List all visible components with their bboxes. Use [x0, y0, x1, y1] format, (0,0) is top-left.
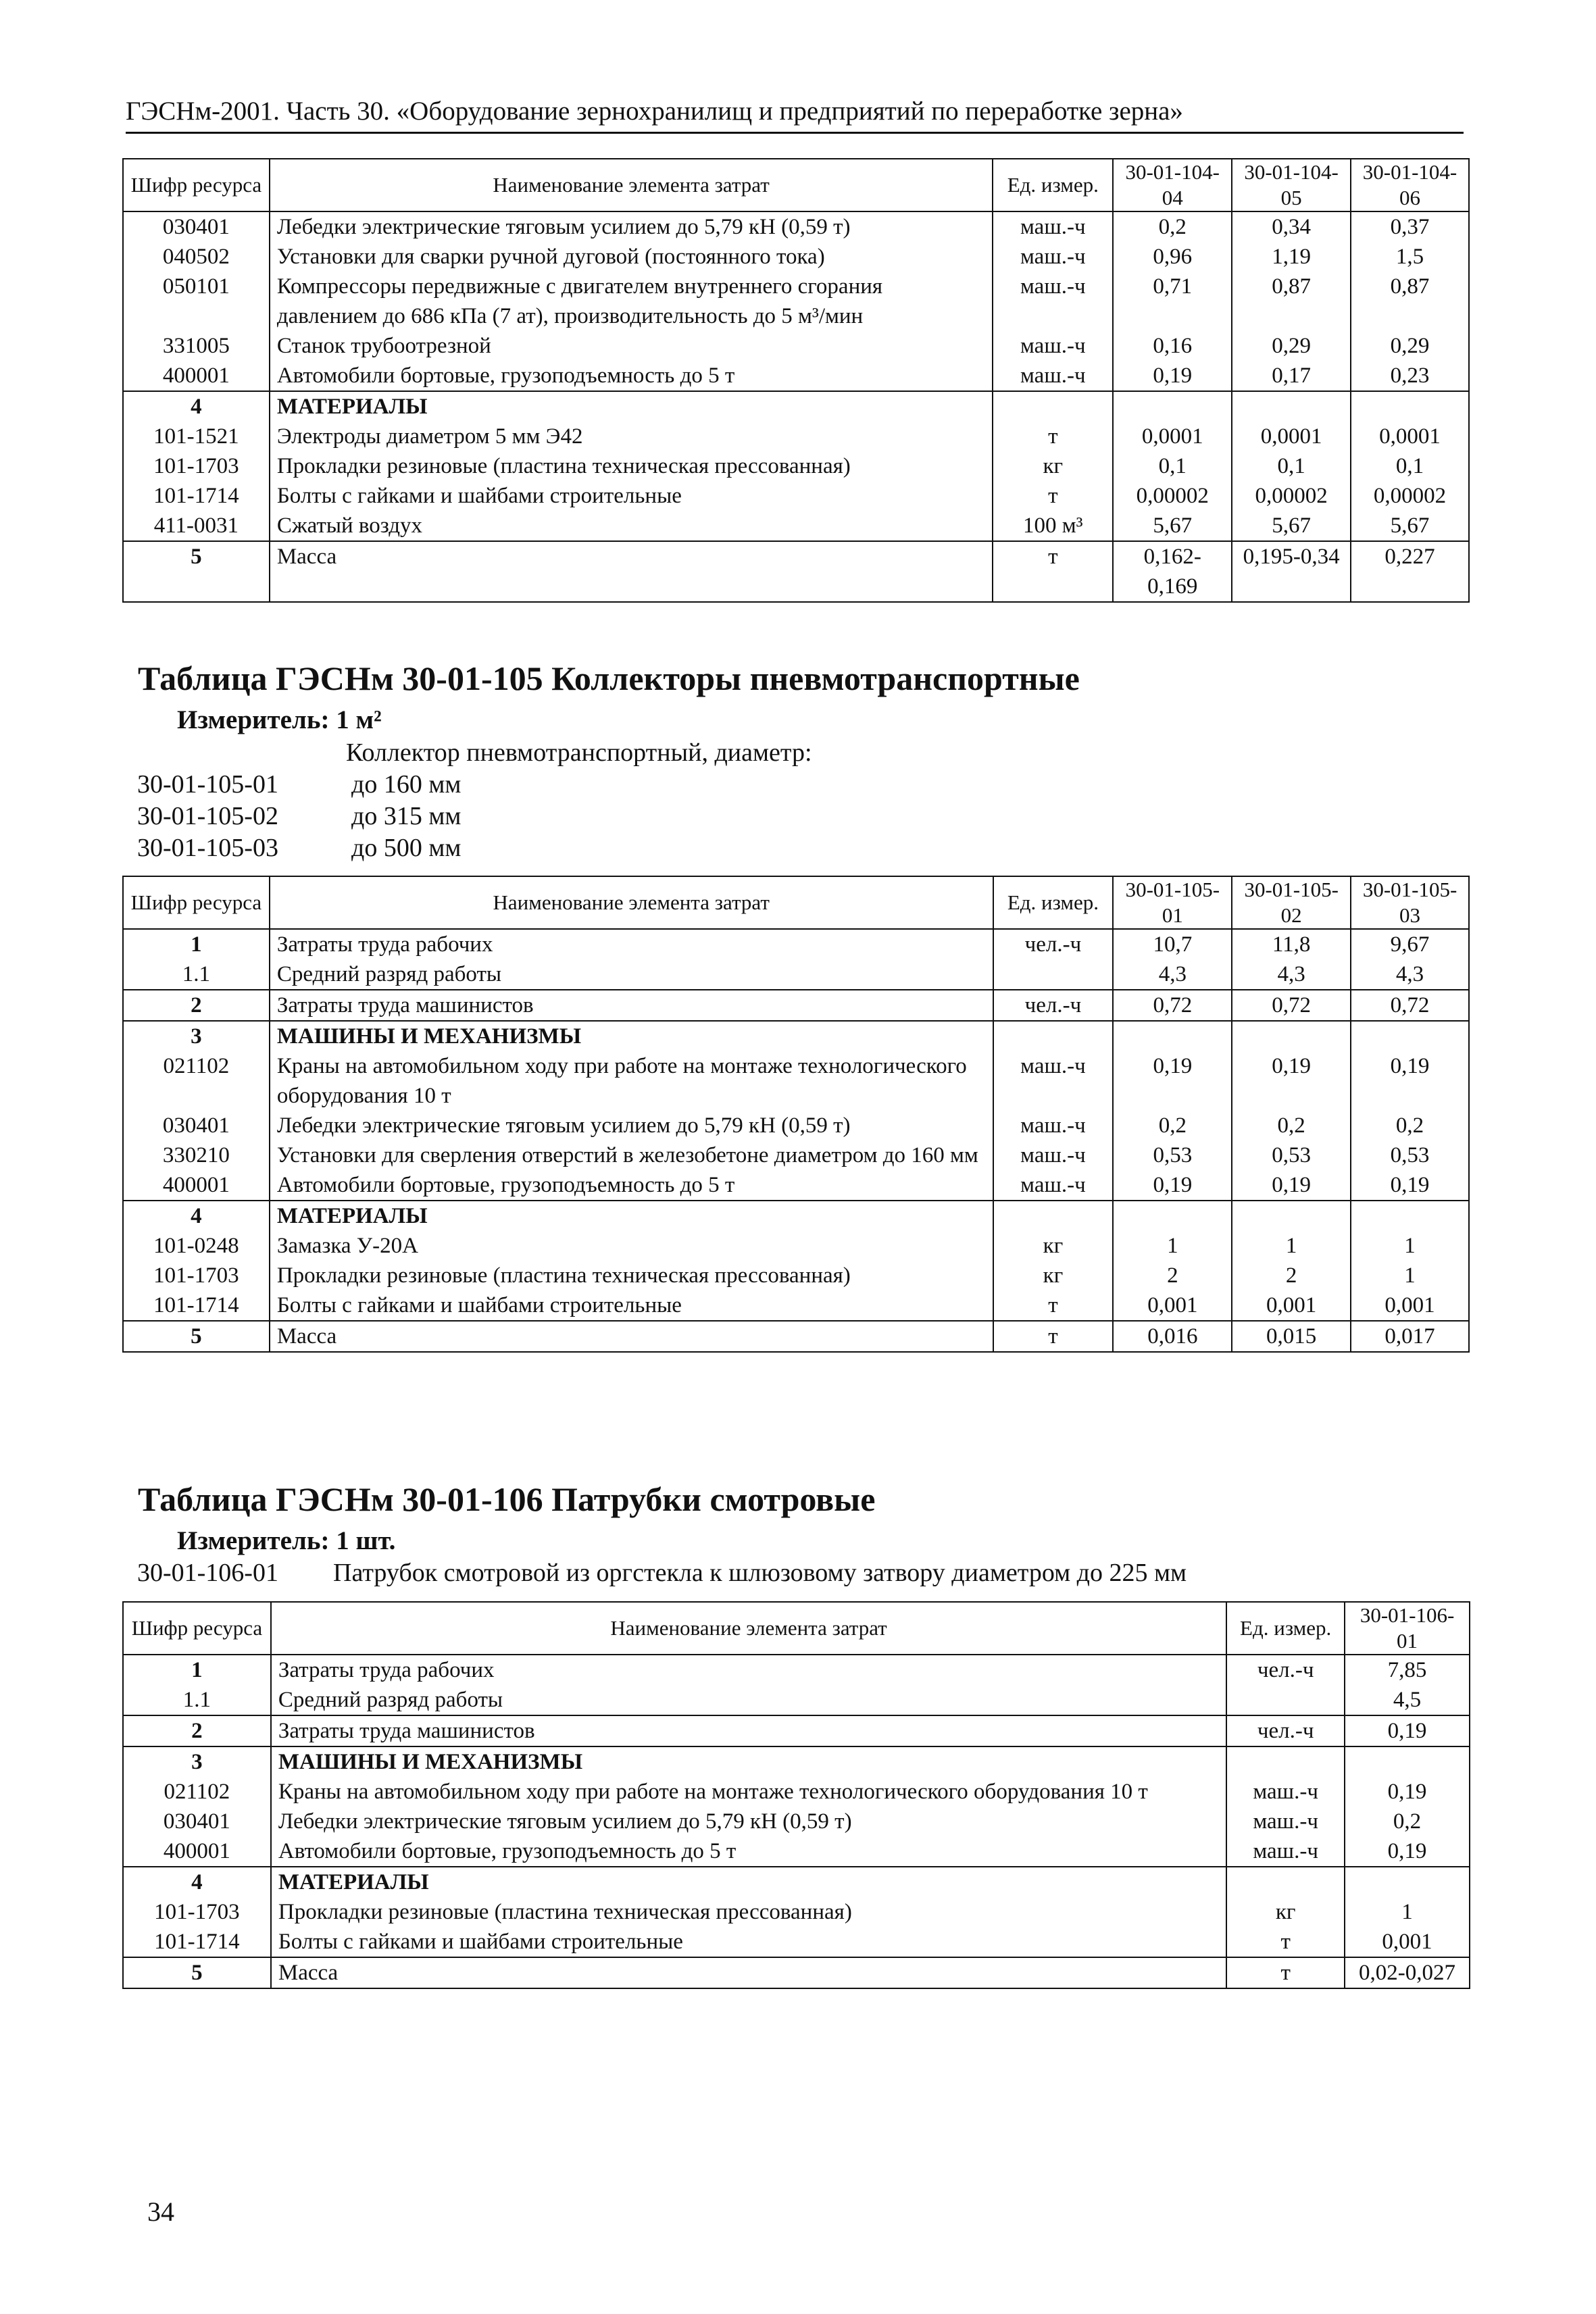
cell-code: 101-1703	[123, 1897, 271, 1927]
cell-value: 4,3	[1351, 959, 1469, 990]
cell-value: 0,72	[1113, 990, 1232, 1021]
header-name: Наименование элемента затрат	[271, 1602, 1226, 1655]
cell-name: Прокладки резиновые (пластина техническая прессованная)	[270, 451, 993, 481]
cell-value: 0,00002	[1232, 481, 1351, 511]
cell-value: 0,96	[1113, 242, 1232, 272]
cell-value: 0,19	[1232, 1051, 1351, 1111]
cell-name: Электроды диаметром 5 мм Э42	[270, 422, 993, 451]
cell-value: 5,67	[1113, 511, 1232, 541]
cell-unit: маш.-ч	[1226, 1777, 1345, 1807]
cell-unit	[993, 1021, 1114, 1051]
cell-value: 0,001	[1351, 1290, 1469, 1321]
cell-unit: маш.-ч	[993, 242, 1113, 272]
cell-value: 0,001	[1345, 1927, 1470, 1957]
cell-value: 0,195-0,34	[1232, 541, 1351, 602]
cell-value: 0,87	[1351, 272, 1469, 331]
cell-value	[1351, 391, 1469, 422]
cell-value: 0,19	[1345, 1836, 1470, 1867]
cell-code: 400001	[123, 361, 270, 391]
section-row	[123, 1021, 1469, 1051]
header-code: Шифр ресурса	[123, 876, 270, 929]
cell-name: МАШИНЫ И МЕХАНИЗМЫ	[270, 1021, 993, 1051]
cell-value: 0,19	[1113, 1170, 1232, 1201]
table-row	[123, 1321, 1469, 1352]
cell-code: 5	[123, 541, 270, 602]
cell-value	[1232, 1021, 1351, 1051]
cell-value	[1351, 1201, 1469, 1231]
item-text: до 500 мм	[351, 834, 462, 862]
cell-value: 0,34	[1232, 211, 1351, 242]
cell-name: Лебедки электрические тяговым усилием до 5,79 кН (0,59 т)	[271, 1807, 1226, 1836]
cell-code: 021102	[123, 1051, 270, 1111]
cell-value	[1113, 1021, 1232, 1051]
cell-code: 5	[123, 1957, 271, 1988]
cell-value: 0,1	[1232, 451, 1351, 481]
cell-unit: маш.-ч	[993, 361, 1113, 391]
cell-unit: маш.-ч	[993, 1111, 1114, 1140]
cell-value: 0,0001	[1113, 422, 1232, 451]
header-col-code: 30-01-105-03	[1351, 876, 1469, 929]
cell-code: 1.1	[123, 959, 270, 990]
cell-value: 7,85	[1345, 1655, 1470, 1685]
cell-value: 5,67	[1351, 511, 1469, 541]
cell-code: 040502	[123, 242, 270, 272]
cell-unit: т	[993, 1321, 1114, 1352]
cell-value: 0,19	[1113, 361, 1232, 391]
cell-name: Автомобили бортовые, грузоподъемность до 5 т	[270, 1170, 993, 1201]
cell-value: 0,19	[1232, 1170, 1351, 1201]
cell-value	[1351, 1021, 1469, 1051]
cell-value: 0,2	[1232, 1111, 1351, 1140]
cell-value: 0,001	[1113, 1290, 1232, 1321]
cell-code: 2	[123, 990, 270, 1021]
cell-unit	[993, 959, 1114, 990]
cell-value: 1	[1345, 1897, 1470, 1927]
cell-name: Болты с гайками и шайбами строительные	[270, 1290, 993, 1321]
table-header	[123, 876, 1469, 929]
cell-value	[1113, 391, 1232, 422]
table-row	[123, 990, 1469, 1021]
cell-code: 101-0248	[123, 1231, 270, 1261]
table-30-01-106	[122, 1601, 1470, 1989]
cell-code: 101-1714	[123, 1927, 271, 1957]
table-row	[123, 929, 1469, 959]
cell-value: 0,2	[1351, 1111, 1469, 1140]
cell-value: 0,19	[1345, 1777, 1470, 1807]
cell-unit	[1226, 1867, 1345, 1897]
table-row	[123, 511, 1469, 541]
cell-unit	[1226, 1685, 1345, 1715]
item-code: 30-01-105-01	[137, 770, 278, 799]
cell-name: Краны на автомобильном ходу при работе на монтаже технологического оборудования 10 т	[271, 1777, 1226, 1807]
cell-code: 3	[123, 1746, 271, 1777]
table-row	[123, 331, 1469, 361]
cell-name: Средний разряд работы	[270, 959, 993, 990]
cell-name: МАШИНЫ И МЕХАНИЗМЫ	[271, 1746, 1226, 1777]
cell-name: Лебедки электрические тяговым усилием до 5,79 кН (0,59 т)	[270, 211, 993, 242]
cell-unit: т	[993, 541, 1113, 602]
cell-value: 0,02-0,027	[1345, 1957, 1470, 1988]
header-col-code: 30-01-104-06	[1351, 159, 1469, 211]
cell-unit: 100 м³	[993, 511, 1113, 541]
cell-name: Прокладки резиновые (пластина техническая прессованная)	[271, 1897, 1226, 1927]
cell-unit	[993, 1201, 1114, 1231]
cell-value: 0,1	[1351, 451, 1469, 481]
cell-unit	[993, 391, 1113, 422]
table-row	[123, 1957, 1470, 1988]
cell-name: Автомобили бортовые, грузоподъемность до 5 т	[271, 1836, 1226, 1867]
table-row	[123, 1897, 1470, 1927]
cell-value: 0,17	[1232, 361, 1351, 391]
table-row	[123, 1261, 1469, 1290]
cell-unit: т	[993, 422, 1113, 451]
cell-value: 0,53	[1351, 1140, 1469, 1170]
cell-value: 0,2	[1113, 211, 1232, 242]
table-row	[123, 1231, 1469, 1261]
cell-name: Затраты труда машинистов	[271, 1715, 1226, 1746]
cell-code: 400001	[123, 1836, 271, 1867]
item-code: 30-01-105-03	[137, 834, 278, 862]
cell-name: Сжатый воздух	[270, 511, 993, 541]
cell-unit: т	[1226, 1957, 1345, 1988]
table-body	[123, 1655, 1470, 1988]
cell-value: 0,0001	[1232, 422, 1351, 451]
cell-code: 101-1521	[123, 422, 270, 451]
cell-value: 1	[1351, 1261, 1469, 1290]
cell-value: 9,67	[1351, 929, 1469, 959]
table-row	[123, 242, 1469, 272]
cell-value: 0,16	[1113, 331, 1232, 361]
cell-value: 4,3	[1232, 959, 1351, 990]
table-105-measure: Измеритель: 1 м²	[177, 705, 382, 734]
cell-name: МАТЕРИАЛЫ	[271, 1867, 1226, 1897]
header-col-code: 30-01-104-04	[1113, 159, 1232, 211]
table-row	[123, 1927, 1470, 1957]
section-row	[123, 391, 1469, 422]
header-col-code: 30-01-106-01	[1345, 1602, 1470, 1655]
cell-unit: маш.-ч	[993, 1140, 1114, 1170]
cell-name: Средний разряд работы	[271, 1685, 1226, 1715]
cell-name: Краны на автомобильном ходу при работе на монтаже технологического оборудования 10 т	[270, 1051, 993, 1111]
cell-value: 0,00002	[1351, 481, 1469, 511]
cell-unit: чел.-ч	[993, 929, 1114, 959]
table-row	[123, 272, 1469, 331]
cell-unit: маш.-ч	[993, 272, 1113, 331]
cell-code: 5	[123, 1321, 270, 1352]
cell-value: 0,87	[1232, 272, 1351, 331]
cell-name: МАТЕРИАЛЫ	[270, 1201, 993, 1231]
cell-value: 10,7	[1113, 929, 1232, 959]
cell-unit: маш.-ч	[993, 1051, 1114, 1111]
cell-value: 0,19	[1351, 1170, 1469, 1201]
cell-value: 0,19	[1351, 1051, 1469, 1111]
cell-value: 5,67	[1232, 511, 1351, 541]
cell-code: 050101	[123, 272, 270, 331]
cell-name: Лебедки электрические тяговым усилием до 5,79 кН (0,59 т)	[270, 1111, 993, 1140]
cell-code: 1.1	[123, 1685, 271, 1715]
cell-code: 101-1703	[123, 1261, 270, 1290]
cell-code: 331005	[123, 331, 270, 361]
page-header: ГЭСНм-2001. Часть 30. «Оборудование зернохранилищ и предприятий по переработке зерна»	[126, 96, 1464, 134]
cell-name: Масса	[270, 541, 993, 602]
cell-code: 030401	[123, 211, 270, 242]
cell-value: 0,162-0,169	[1113, 541, 1232, 602]
section-row	[123, 1746, 1470, 1777]
cell-value	[1113, 1201, 1232, 1231]
table-30-01-105	[122, 876, 1470, 1353]
item-text: до 160 мм	[351, 770, 462, 799]
cell-name: Замазка У-20А	[270, 1231, 993, 1261]
cell-code: 101-1703	[123, 451, 270, 481]
cell-name: Компрессоры передвижные с двигателем внутреннего сгорания давлением до 686 кПа (7 ат), производительность до 5 м³/мин	[270, 272, 993, 331]
table-row	[123, 1051, 1469, 1111]
cell-value: 1	[1351, 1231, 1469, 1261]
cell-value	[1232, 391, 1351, 422]
cell-value: 0,017	[1351, 1321, 1469, 1352]
cell-code: 1	[123, 1655, 271, 1685]
cell-unit	[1226, 1746, 1345, 1777]
cell-name: Затраты труда рабочих	[270, 929, 993, 959]
cell-value: 0,29	[1232, 331, 1351, 361]
cell-value: 0,19	[1113, 1051, 1232, 1111]
cell-code: 1	[123, 929, 270, 959]
table-row	[123, 1685, 1470, 1715]
page-number: 34	[147, 2196, 174, 2227]
cell-name: Затраты труда рабочих	[271, 1655, 1226, 1685]
cell-value	[1345, 1746, 1470, 1777]
table-row	[123, 361, 1469, 391]
table-row	[123, 1807, 1470, 1836]
cell-code: 4	[123, 1201, 270, 1231]
cell-value: 2	[1113, 1261, 1232, 1290]
header-unit: Ед. измер.	[993, 876, 1114, 929]
table-row	[123, 541, 1469, 602]
cell-value: 0,72	[1232, 990, 1351, 1021]
cell-value: 0,29	[1351, 331, 1469, 361]
header-name: Наименование элемента затрат	[270, 876, 993, 929]
cell-value: 0,2	[1345, 1807, 1470, 1836]
cell-unit: чел.-ч	[1226, 1655, 1345, 1685]
cell-value: 0,001	[1232, 1290, 1351, 1321]
table-row	[123, 959, 1469, 990]
cell-name: Болты с гайками и шайбами строительные	[271, 1927, 1226, 1957]
cell-value: 2	[1232, 1261, 1351, 1290]
cell-value: 0,37	[1351, 211, 1469, 242]
cell-value: 0,23	[1351, 361, 1469, 391]
cell-unit: т	[993, 1290, 1114, 1321]
cell-unit: маш.-ч	[993, 1170, 1114, 1201]
cell-value: 0,53	[1113, 1140, 1232, 1170]
table-row	[123, 1170, 1469, 1201]
cell-value: 11,8	[1232, 929, 1351, 959]
cell-value	[1345, 1867, 1470, 1897]
cell-name: МАТЕРИАЛЫ	[270, 391, 993, 422]
header-col-code: 30-01-105-01	[1113, 876, 1232, 929]
cell-value: 4,3	[1113, 959, 1232, 990]
cell-unit: кг	[1226, 1897, 1345, 1927]
table-header	[123, 159, 1469, 211]
cell-name: Станок трубоотрезной	[270, 331, 993, 361]
table-row	[123, 1655, 1470, 1685]
table-row	[123, 422, 1469, 451]
cell-unit: маш.-ч	[993, 211, 1113, 242]
cell-value: 0,016	[1113, 1321, 1232, 1352]
table-row	[123, 1140, 1469, 1170]
header-code: Шифр ресурса	[123, 159, 270, 211]
cell-value: 1,19	[1232, 242, 1351, 272]
section-row	[123, 1867, 1470, 1897]
cell-value: 0,015	[1232, 1321, 1351, 1352]
cell-code: 101-1714	[123, 1290, 270, 1321]
header-code: Шифр ресурса	[123, 1602, 271, 1655]
cell-code: 411-0031	[123, 511, 270, 541]
cell-code: 4	[123, 391, 270, 422]
table-body	[123, 211, 1469, 602]
cell-unit: маш.-ч	[1226, 1836, 1345, 1867]
cell-unit: т	[1226, 1927, 1345, 1957]
table-row	[123, 1290, 1469, 1321]
cell-name: Прокладки резиновые (пластина техническая прессованная)	[270, 1261, 993, 1290]
header-col-code: 30-01-104-05	[1232, 159, 1351, 211]
cell-unit: т	[993, 481, 1113, 511]
cell-unit: маш.-ч	[993, 331, 1113, 361]
cell-unit: кг	[993, 1231, 1114, 1261]
cell-value: 0,227	[1351, 541, 1469, 602]
cell-value: 4,5	[1345, 1685, 1470, 1715]
cell-unit: маш.-ч	[1226, 1807, 1345, 1836]
header-name: Наименование элемента затрат	[270, 159, 993, 211]
header-unit: Ед. измер.	[993, 159, 1113, 211]
cell-unit: чел.-ч	[993, 990, 1114, 1021]
cell-name: Автомобили бортовые, грузоподъемность до 5 т	[270, 361, 993, 391]
table-row	[123, 1111, 1469, 1140]
table-row	[123, 211, 1469, 242]
cell-value: 0,19	[1345, 1715, 1470, 1746]
table-row	[123, 1715, 1470, 1746]
table-106-measure: Измеритель: 1 шт.	[177, 1526, 396, 1555]
cell-value: 0,72	[1351, 990, 1469, 1021]
cell-name: Установки для сварки ручной дуговой (постоянного тока)	[270, 242, 993, 272]
table-106-item-code: 30-01-106-01	[137, 1559, 278, 1587]
table-header	[123, 1602, 1470, 1655]
table-106-title: Таблица ГЭСНм 30-01-106 Патрубки смотровые	[138, 1480, 876, 1518]
cell-unit: кг	[993, 451, 1113, 481]
table-row	[123, 481, 1469, 511]
cell-code: 021102	[123, 1777, 271, 1807]
table-row	[123, 1777, 1470, 1807]
cell-code: 4	[123, 1867, 271, 1897]
cell-value: 0,0001	[1351, 422, 1469, 451]
table-105-intro: Коллектор пневмотранспортный, диаметр:	[346, 738, 812, 767]
cell-name: Затраты труда машинистов	[270, 990, 993, 1021]
table-106-item-text: Патрубок смотровой из оргстекла к шлюзовому затвору диаметром до 225 мм	[333, 1559, 1187, 1587]
cell-value: 1,5	[1351, 242, 1469, 272]
table-row	[123, 451, 1469, 481]
cell-unit: чел.-ч	[1226, 1715, 1345, 1746]
header-col-code: 30-01-105-02	[1232, 876, 1351, 929]
header-unit: Ед. измер.	[1226, 1602, 1345, 1655]
cell-value: 1	[1113, 1231, 1232, 1261]
item-text: до 315 мм	[351, 802, 462, 830]
cell-value: 0,00002	[1113, 481, 1232, 511]
cell-value: 0,71	[1113, 272, 1232, 331]
cell-value: 1	[1232, 1231, 1351, 1261]
cell-code: 2	[123, 1715, 271, 1746]
cell-code: 030401	[123, 1807, 271, 1836]
table-body	[123, 929, 1469, 1352]
table-30-01-104	[122, 158, 1470, 603]
table-row	[123, 1836, 1470, 1867]
cell-unit: кг	[993, 1261, 1114, 1290]
cell-code: 330210	[123, 1140, 270, 1170]
table-105-title: Таблица ГЭСНм 30-01-105 Коллекторы пневмотранспортные	[138, 659, 1080, 697]
section-row	[123, 1201, 1469, 1231]
cell-code: 400001	[123, 1170, 270, 1201]
cell-value	[1232, 1201, 1351, 1231]
cell-name: Масса	[271, 1957, 1226, 1988]
cell-code: 030401	[123, 1111, 270, 1140]
item-code: 30-01-105-02	[137, 802, 278, 830]
cell-value: 0,53	[1232, 1140, 1351, 1170]
cell-name: Установки для сверления отверстий в железобетоне диаметром до 160 мм	[270, 1140, 993, 1170]
cell-value: 0,2	[1113, 1111, 1232, 1140]
cell-code: 101-1714	[123, 481, 270, 511]
cell-name: Болты с гайками и шайбами строительные	[270, 481, 993, 511]
cell-value: 0,1	[1113, 451, 1232, 481]
cell-code: 3	[123, 1021, 270, 1051]
cell-name: Масса	[270, 1321, 993, 1352]
